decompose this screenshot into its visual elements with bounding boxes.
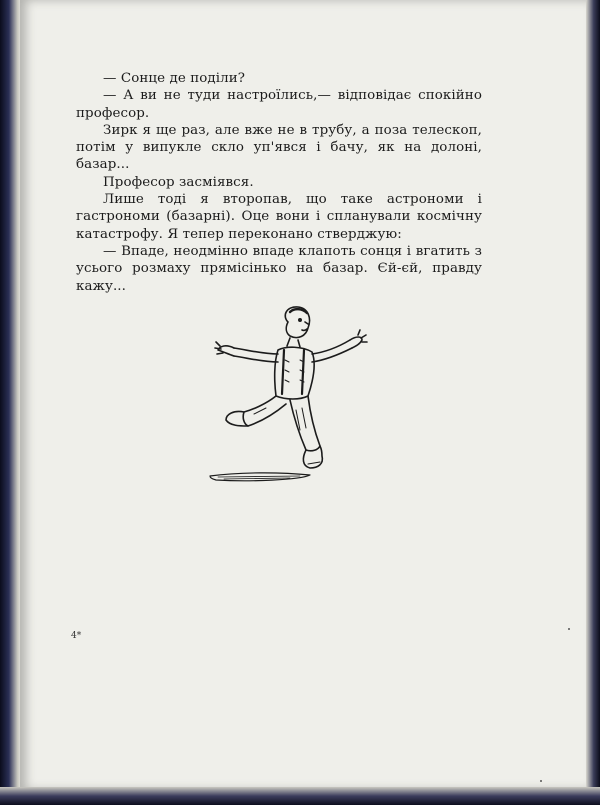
paragraph-1: — Сонце де поділи?: [103, 71, 246, 86]
paragraph-4: Професор засміявся.: [103, 174, 254, 190]
book-page: [20, 0, 588, 790]
paragraph-5: Лише тоді я второпав, що таке астрономи і гастрономи (базарні). Оце вони і спланували космічну катастрофу. Я тепер переконано стверджую:: [76, 192, 482, 242]
dust-speck: [568, 628, 570, 630]
dust-speck: [540, 780, 542, 782]
man-illustration: [190, 300, 370, 500]
paragraph-3: Зирк я ще раз, але вже не в трубу, а поза телескоп, потім у випукле скло уп'явся і бачу, як на долоні, базар...: [76, 122, 482, 173]
page-edge-right: [586, 0, 600, 805]
paragraph-6: — Впаде, неодмінно впаде клапоть сонця і вгатить з усього розмаху прямісінько на базар. Єй-єй, правду кажу...: [76, 243, 482, 294]
paragraph-2: — А ви не туди настроїлись,— відповідає спокійно професор.: [76, 88, 482, 121]
page-edge-bottom: [0, 787, 600, 805]
book-spine-shadow: [0, 0, 22, 805]
signature-marker: 4*: [71, 631, 82, 641]
body-text: [76, 70, 482, 295]
